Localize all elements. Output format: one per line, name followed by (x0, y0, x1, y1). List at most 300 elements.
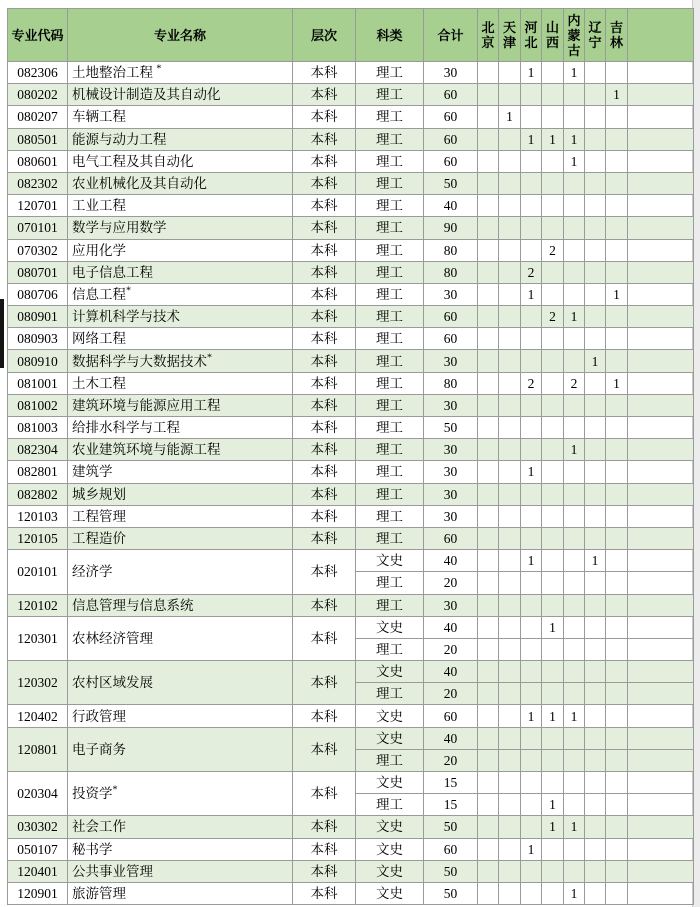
quota-cell-province-0 (478, 417, 499, 439)
level-cell: 本科 (293, 616, 356, 660)
table-row (8, 283, 694, 305)
table-body (8, 62, 694, 905)
header-province-6: 吉林 (606, 9, 628, 62)
subject-cell: 文史 (356, 550, 424, 572)
name-cell: 电子商务 (68, 727, 293, 771)
quota-cell-province-3: 1 (542, 705, 564, 727)
quota-cell-province-4 (564, 195, 585, 217)
quota-cell-province-6 (606, 261, 628, 283)
quota-cell-province-0 (478, 350, 499, 372)
quota-cell-province-1 (499, 239, 521, 261)
subject-cell: 理工 (356, 417, 424, 439)
quota-cell-province-1 (499, 150, 521, 172)
total-cell: 60 (424, 84, 478, 106)
quota-cell-province-1 (499, 217, 521, 239)
quota-cell-province-5 (585, 261, 606, 283)
subject-cell: 理工 (356, 150, 424, 172)
quota-cell-province-0 (478, 683, 499, 705)
level-cell: 本科 (293, 372, 356, 394)
quota-cell-province-3 (542, 394, 564, 416)
quota-cell-province-0 (478, 261, 499, 283)
quota-cell-province-2 (521, 683, 542, 705)
code-cell: 120901 (8, 882, 68, 904)
quota-cell-province-3 (542, 638, 564, 660)
extra-cell (628, 172, 694, 194)
quota-cell-province-4 (564, 838, 585, 860)
quota-cell-province-5 (585, 372, 606, 394)
quota-cell-province-0 (478, 505, 499, 527)
quota-cell-province-6 (606, 328, 628, 350)
total-cell: 60 (424, 150, 478, 172)
quota-cell-province-6 (606, 439, 628, 461)
quota-cell-province-6 (606, 128, 628, 150)
quota-cell-province-2 (521, 527, 542, 549)
quota-cell-province-0 (478, 483, 499, 505)
table-row (8, 838, 694, 860)
total-cell: 50 (424, 882, 478, 904)
extra-cell (628, 505, 694, 527)
quota-cell-province-0 (478, 860, 499, 882)
total-cell: 30 (424, 483, 478, 505)
quota-cell-province-3 (542, 150, 564, 172)
table-row (8, 350, 694, 372)
quota-cell-province-5 (585, 838, 606, 860)
code-cell: 082302 (8, 172, 68, 194)
total-cell: 40 (424, 616, 478, 638)
total-cell: 30 (424, 283, 478, 305)
extra-cell (628, 572, 694, 594)
quota-cell-province-4 (564, 217, 585, 239)
quota-cell-province-6 (606, 816, 628, 838)
quota-cell-province-3: 2 (542, 306, 564, 328)
header-total: 合计 (424, 9, 478, 62)
quota-cell-province-0 (478, 772, 499, 794)
quota-cell-province-6 (606, 417, 628, 439)
quota-cell-province-1 (499, 195, 521, 217)
extra-cell (628, 683, 694, 705)
code-cell: 020304 (8, 772, 68, 816)
code-cell: 081003 (8, 417, 68, 439)
total-cell: 60 (424, 328, 478, 350)
name-cell: 旅游管理 (68, 882, 293, 904)
total-cell: 60 (424, 106, 478, 128)
header-level: 层次 (293, 9, 356, 62)
quota-cell-province-2 (521, 172, 542, 194)
level-cell: 本科 (293, 860, 356, 882)
quota-cell-province-6 (606, 394, 628, 416)
level-cell: 本科 (293, 172, 356, 194)
quota-cell-province-0 (478, 150, 499, 172)
subject-cell: 理工 (356, 239, 424, 261)
name-cell: 经济学 (68, 550, 293, 594)
total-cell: 40 (424, 195, 478, 217)
header-province-4: 内蒙古 (564, 9, 585, 62)
quota-cell-province-3 (542, 106, 564, 128)
total-cell: 60 (424, 306, 478, 328)
quota-cell-province-5 (585, 661, 606, 683)
quota-cell-province-3 (542, 572, 564, 594)
extra-cell (628, 417, 694, 439)
extra-cell (628, 217, 694, 239)
quota-cell-province-5 (585, 638, 606, 660)
quota-cell-province-6 (606, 705, 628, 727)
quota-cell-province-1 (499, 638, 521, 660)
total-cell: 40 (424, 727, 478, 749)
quota-cell-province-6 (606, 505, 628, 527)
name-cell: 应用化学 (68, 239, 293, 261)
quota-cell-province-3 (542, 372, 564, 394)
extra-cell (628, 195, 694, 217)
quota-cell-province-0 (478, 172, 499, 194)
name-cell: 社会工作 (68, 816, 293, 838)
quota-cell-province-1 (499, 882, 521, 904)
quota-cell-province-5: 1 (585, 550, 606, 572)
extra-cell (628, 394, 694, 416)
total-cell: 60 (424, 128, 478, 150)
quota-cell-province-4 (564, 394, 585, 416)
code-cell: 120102 (8, 594, 68, 616)
subject-cell: 理工 (356, 62, 424, 84)
quota-cell-province-3 (542, 195, 564, 217)
quota-cell-province-2 (521, 350, 542, 372)
table-row (8, 816, 694, 838)
total-cell: 30 (424, 461, 478, 483)
level-cell: 本科 (293, 439, 356, 461)
quota-cell-province-5 (585, 794, 606, 816)
quota-cell-province-5 (585, 483, 606, 505)
total-cell: 30 (424, 350, 478, 372)
quota-cell-province-5 (585, 328, 606, 350)
quota-cell-province-1 (499, 439, 521, 461)
quota-cell-province-5 (585, 62, 606, 84)
quota-cell-province-3 (542, 328, 564, 350)
total-cell: 80 (424, 261, 478, 283)
extra-cell (628, 372, 694, 394)
level-cell: 本科 (293, 328, 356, 350)
code-cell: 081002 (8, 394, 68, 416)
level-cell: 本科 (293, 772, 356, 816)
name-cell: 电气工程及其自动化 (68, 150, 293, 172)
name-cell: 城乡规划 (68, 483, 293, 505)
quota-cell-province-4 (564, 483, 585, 505)
quota-cell-province-4 (564, 683, 585, 705)
subject-cell: 理工 (356, 505, 424, 527)
subject-cell: 理工 (356, 794, 424, 816)
level-cell: 本科 (293, 417, 356, 439)
extra-cell (628, 838, 694, 860)
table-row (8, 417, 694, 439)
name-cell: 土木工程 (68, 372, 293, 394)
quota-cell-province-5 (585, 84, 606, 106)
total-cell: 30 (424, 62, 478, 84)
quota-cell-province-1 (499, 417, 521, 439)
quota-cell-province-2 (521, 638, 542, 660)
quota-cell-province-2 (521, 727, 542, 749)
subject-cell: 理工 (356, 306, 424, 328)
name-cell: 土地整治工程 * (68, 62, 293, 84)
extra-cell (628, 261, 694, 283)
quota-cell-province-5 (585, 572, 606, 594)
quota-cell-province-2 (521, 328, 542, 350)
name-cell: 行政管理 (68, 705, 293, 727)
total-cell: 20 (424, 683, 478, 705)
subject-cell: 文史 (356, 727, 424, 749)
quota-cell-province-6 (606, 172, 628, 194)
quota-cell-province-3 (542, 483, 564, 505)
total-cell: 90 (424, 217, 478, 239)
subject-cell: 理工 (356, 128, 424, 150)
extra-cell (628, 84, 694, 106)
quota-cell-province-5 (585, 594, 606, 616)
quota-cell-province-5: 1 (585, 350, 606, 372)
subject-cell: 理工 (356, 350, 424, 372)
quota-cell-province-6 (606, 882, 628, 904)
quota-cell-province-5 (585, 217, 606, 239)
subject-cell: 理工 (356, 261, 424, 283)
total-cell: 20 (424, 572, 478, 594)
extra-cell (628, 239, 694, 261)
quota-cell-province-6 (606, 794, 628, 816)
quota-cell-province-0 (478, 128, 499, 150)
quota-cell-province-3 (542, 527, 564, 549)
subject-cell: 理工 (356, 527, 424, 549)
extra-cell (628, 483, 694, 505)
code-cell: 120301 (8, 616, 68, 660)
subject-cell: 理工 (356, 683, 424, 705)
subject-cell: 理工 (356, 217, 424, 239)
name-cell: 建筑学 (68, 461, 293, 483)
extra-cell (628, 638, 694, 660)
quota-cell-province-1 (499, 616, 521, 638)
quota-cell-province-0 (478, 84, 499, 106)
quota-cell-province-5 (585, 705, 606, 727)
quota-cell-province-0 (478, 372, 499, 394)
header-province-5: 辽宁 (585, 9, 606, 62)
quota-cell-province-1 (499, 816, 521, 838)
quota-cell-province-0 (478, 527, 499, 549)
extra-cell (628, 794, 694, 816)
quota-cell-province-1 (499, 749, 521, 771)
quota-cell-province-1: 1 (499, 106, 521, 128)
quota-cell-province-3 (542, 261, 564, 283)
table-row (8, 239, 694, 261)
quota-cell-province-5 (585, 683, 606, 705)
quota-cell-province-1 (499, 372, 521, 394)
name-cell: 农林经济管理 (68, 616, 293, 660)
table-row (8, 616, 694, 638)
table-row (8, 328, 694, 350)
quota-cell-province-6 (606, 150, 628, 172)
quota-cell-province-4: 2 (564, 372, 585, 394)
quota-cell-province-4 (564, 772, 585, 794)
table-row (8, 394, 694, 416)
subject-cell: 理工 (356, 594, 424, 616)
quota-cell-province-3 (542, 283, 564, 305)
level-cell: 本科 (293, 195, 356, 217)
quota-cell-province-0 (478, 705, 499, 727)
code-cell: 080202 (8, 84, 68, 106)
quota-cell-province-1 (499, 350, 521, 372)
quota-cell-province-0 (478, 217, 499, 239)
subject-cell: 理工 (356, 749, 424, 771)
header-province-3: 山西 (542, 9, 564, 62)
level-cell: 本科 (293, 483, 356, 505)
code-cell: 082802 (8, 483, 68, 505)
level-cell: 本科 (293, 461, 356, 483)
subject-cell: 理工 (356, 394, 424, 416)
name-cell: 工业工程 (68, 195, 293, 217)
quota-cell-province-6 (606, 306, 628, 328)
quota-cell-province-2: 1 (521, 461, 542, 483)
quota-cell-province-0 (478, 882, 499, 904)
extra-cell (628, 328, 694, 350)
quota-cell-province-2: 1 (521, 550, 542, 572)
table-row (8, 661, 694, 683)
subject-cell: 理工 (356, 84, 424, 106)
quota-cell-province-5 (585, 816, 606, 838)
quota-cell-province-1 (499, 727, 521, 749)
level-cell: 本科 (293, 394, 356, 416)
total-cell: 30 (424, 505, 478, 527)
quota-cell-province-5 (585, 527, 606, 549)
quota-cell-province-4 (564, 749, 585, 771)
quota-cell-province-2: 2 (521, 372, 542, 394)
quota-cell-province-6 (606, 217, 628, 239)
quota-cell-province-3 (542, 84, 564, 106)
quota-cell-province-1 (499, 483, 521, 505)
quota-cell-province-4 (564, 860, 585, 882)
quota-cell-province-1 (499, 794, 521, 816)
code-cell: 120401 (8, 860, 68, 882)
quota-cell-province-4: 1 (564, 705, 585, 727)
quota-cell-province-3 (542, 838, 564, 860)
quota-cell-province-1 (499, 283, 521, 305)
quota-cell-province-0 (478, 328, 499, 350)
quota-cell-province-4: 1 (564, 62, 585, 84)
quota-cell-province-5 (585, 439, 606, 461)
quota-cell-province-1 (499, 306, 521, 328)
total-cell: 60 (424, 838, 478, 860)
level-cell: 本科 (293, 106, 356, 128)
name-cell: 秘书学 (68, 838, 293, 860)
quota-cell-province-6 (606, 483, 628, 505)
quota-cell-province-4 (564, 727, 585, 749)
quota-cell-province-5 (585, 150, 606, 172)
table-row (8, 261, 694, 283)
extra-cell (628, 439, 694, 461)
quota-cell-province-2 (521, 106, 542, 128)
level-cell: 本科 (293, 283, 356, 305)
table-row (8, 217, 694, 239)
name-cell: 信息工程* (68, 283, 293, 305)
quota-cell-province-3 (542, 661, 564, 683)
quota-cell-province-3 (542, 217, 564, 239)
subject-cell: 理工 (356, 283, 424, 305)
code-cell: 020101 (8, 550, 68, 594)
extra-cell (628, 749, 694, 771)
table-row (8, 527, 694, 549)
subject-cell: 文史 (356, 616, 424, 638)
name-cell: 工程管理 (68, 505, 293, 527)
quota-cell-province-0 (478, 816, 499, 838)
extra-cell (628, 727, 694, 749)
code-cell: 030302 (8, 816, 68, 838)
quota-cell-province-1 (499, 505, 521, 527)
extra-cell (628, 594, 694, 616)
quota-cell-province-5 (585, 417, 606, 439)
quota-cell-province-2 (521, 84, 542, 106)
quota-cell-province-6 (606, 594, 628, 616)
total-cell: 50 (424, 860, 478, 882)
quota-cell-province-1 (499, 550, 521, 572)
quota-cell-province-4 (564, 550, 585, 572)
extra-cell (628, 461, 694, 483)
subject-cell: 理工 (356, 106, 424, 128)
quota-cell-province-2 (521, 483, 542, 505)
quota-cell-province-0 (478, 661, 499, 683)
name-cell: 农业机械化及其自动化 (68, 172, 293, 194)
extra-cell (628, 860, 694, 882)
quota-cell-province-2 (521, 860, 542, 882)
table-row (8, 882, 694, 904)
subject-cell: 理工 (356, 439, 424, 461)
quota-cell-province-4 (564, 84, 585, 106)
quota-cell-province-1 (499, 572, 521, 594)
header-province-0: 北京 (478, 9, 499, 62)
subject-cell: 理工 (356, 461, 424, 483)
quota-cell-province-0 (478, 239, 499, 261)
table-row (8, 594, 694, 616)
code-cell: 081001 (8, 372, 68, 394)
quota-cell-province-2 (521, 572, 542, 594)
total-cell: 20 (424, 749, 478, 771)
quota-cell-province-4: 1 (564, 128, 585, 150)
extra-cell (628, 772, 694, 794)
header-row (8, 9, 694, 62)
quota-cell-province-6 (606, 550, 628, 572)
quota-cell-province-4 (564, 461, 585, 483)
quota-cell-province-6 (606, 772, 628, 794)
quota-cell-province-0 (478, 439, 499, 461)
quota-cell-province-6: 1 (606, 372, 628, 394)
table-row (8, 106, 694, 128)
name-cell: 数据科学与大数据技术* (68, 350, 293, 372)
header-name: 专业名称 (68, 9, 293, 62)
quota-cell-province-3 (542, 172, 564, 194)
quota-cell-province-0 (478, 62, 499, 84)
code-cell: 082304 (8, 439, 68, 461)
quota-cell-province-4 (564, 350, 585, 372)
total-cell: 50 (424, 417, 478, 439)
subject-cell: 理工 (356, 172, 424, 194)
quota-cell-province-6 (606, 749, 628, 771)
quota-cell-province-4 (564, 594, 585, 616)
quota-cell-province-0 (478, 106, 499, 128)
quota-cell-province-3 (542, 683, 564, 705)
subject-cell: 理工 (356, 572, 424, 594)
quota-cell-province-1 (499, 261, 521, 283)
level-cell: 本科 (293, 505, 356, 527)
level-cell: 本科 (293, 816, 356, 838)
quota-cell-province-6: 1 (606, 84, 628, 106)
total-cell: 30 (424, 594, 478, 616)
code-cell: 080910 (8, 350, 68, 372)
quota-cell-province-5 (585, 283, 606, 305)
quota-cell-province-0 (478, 794, 499, 816)
left-edge-marker (0, 299, 4, 368)
subject-cell: 理工 (356, 638, 424, 660)
level-cell: 本科 (293, 261, 356, 283)
